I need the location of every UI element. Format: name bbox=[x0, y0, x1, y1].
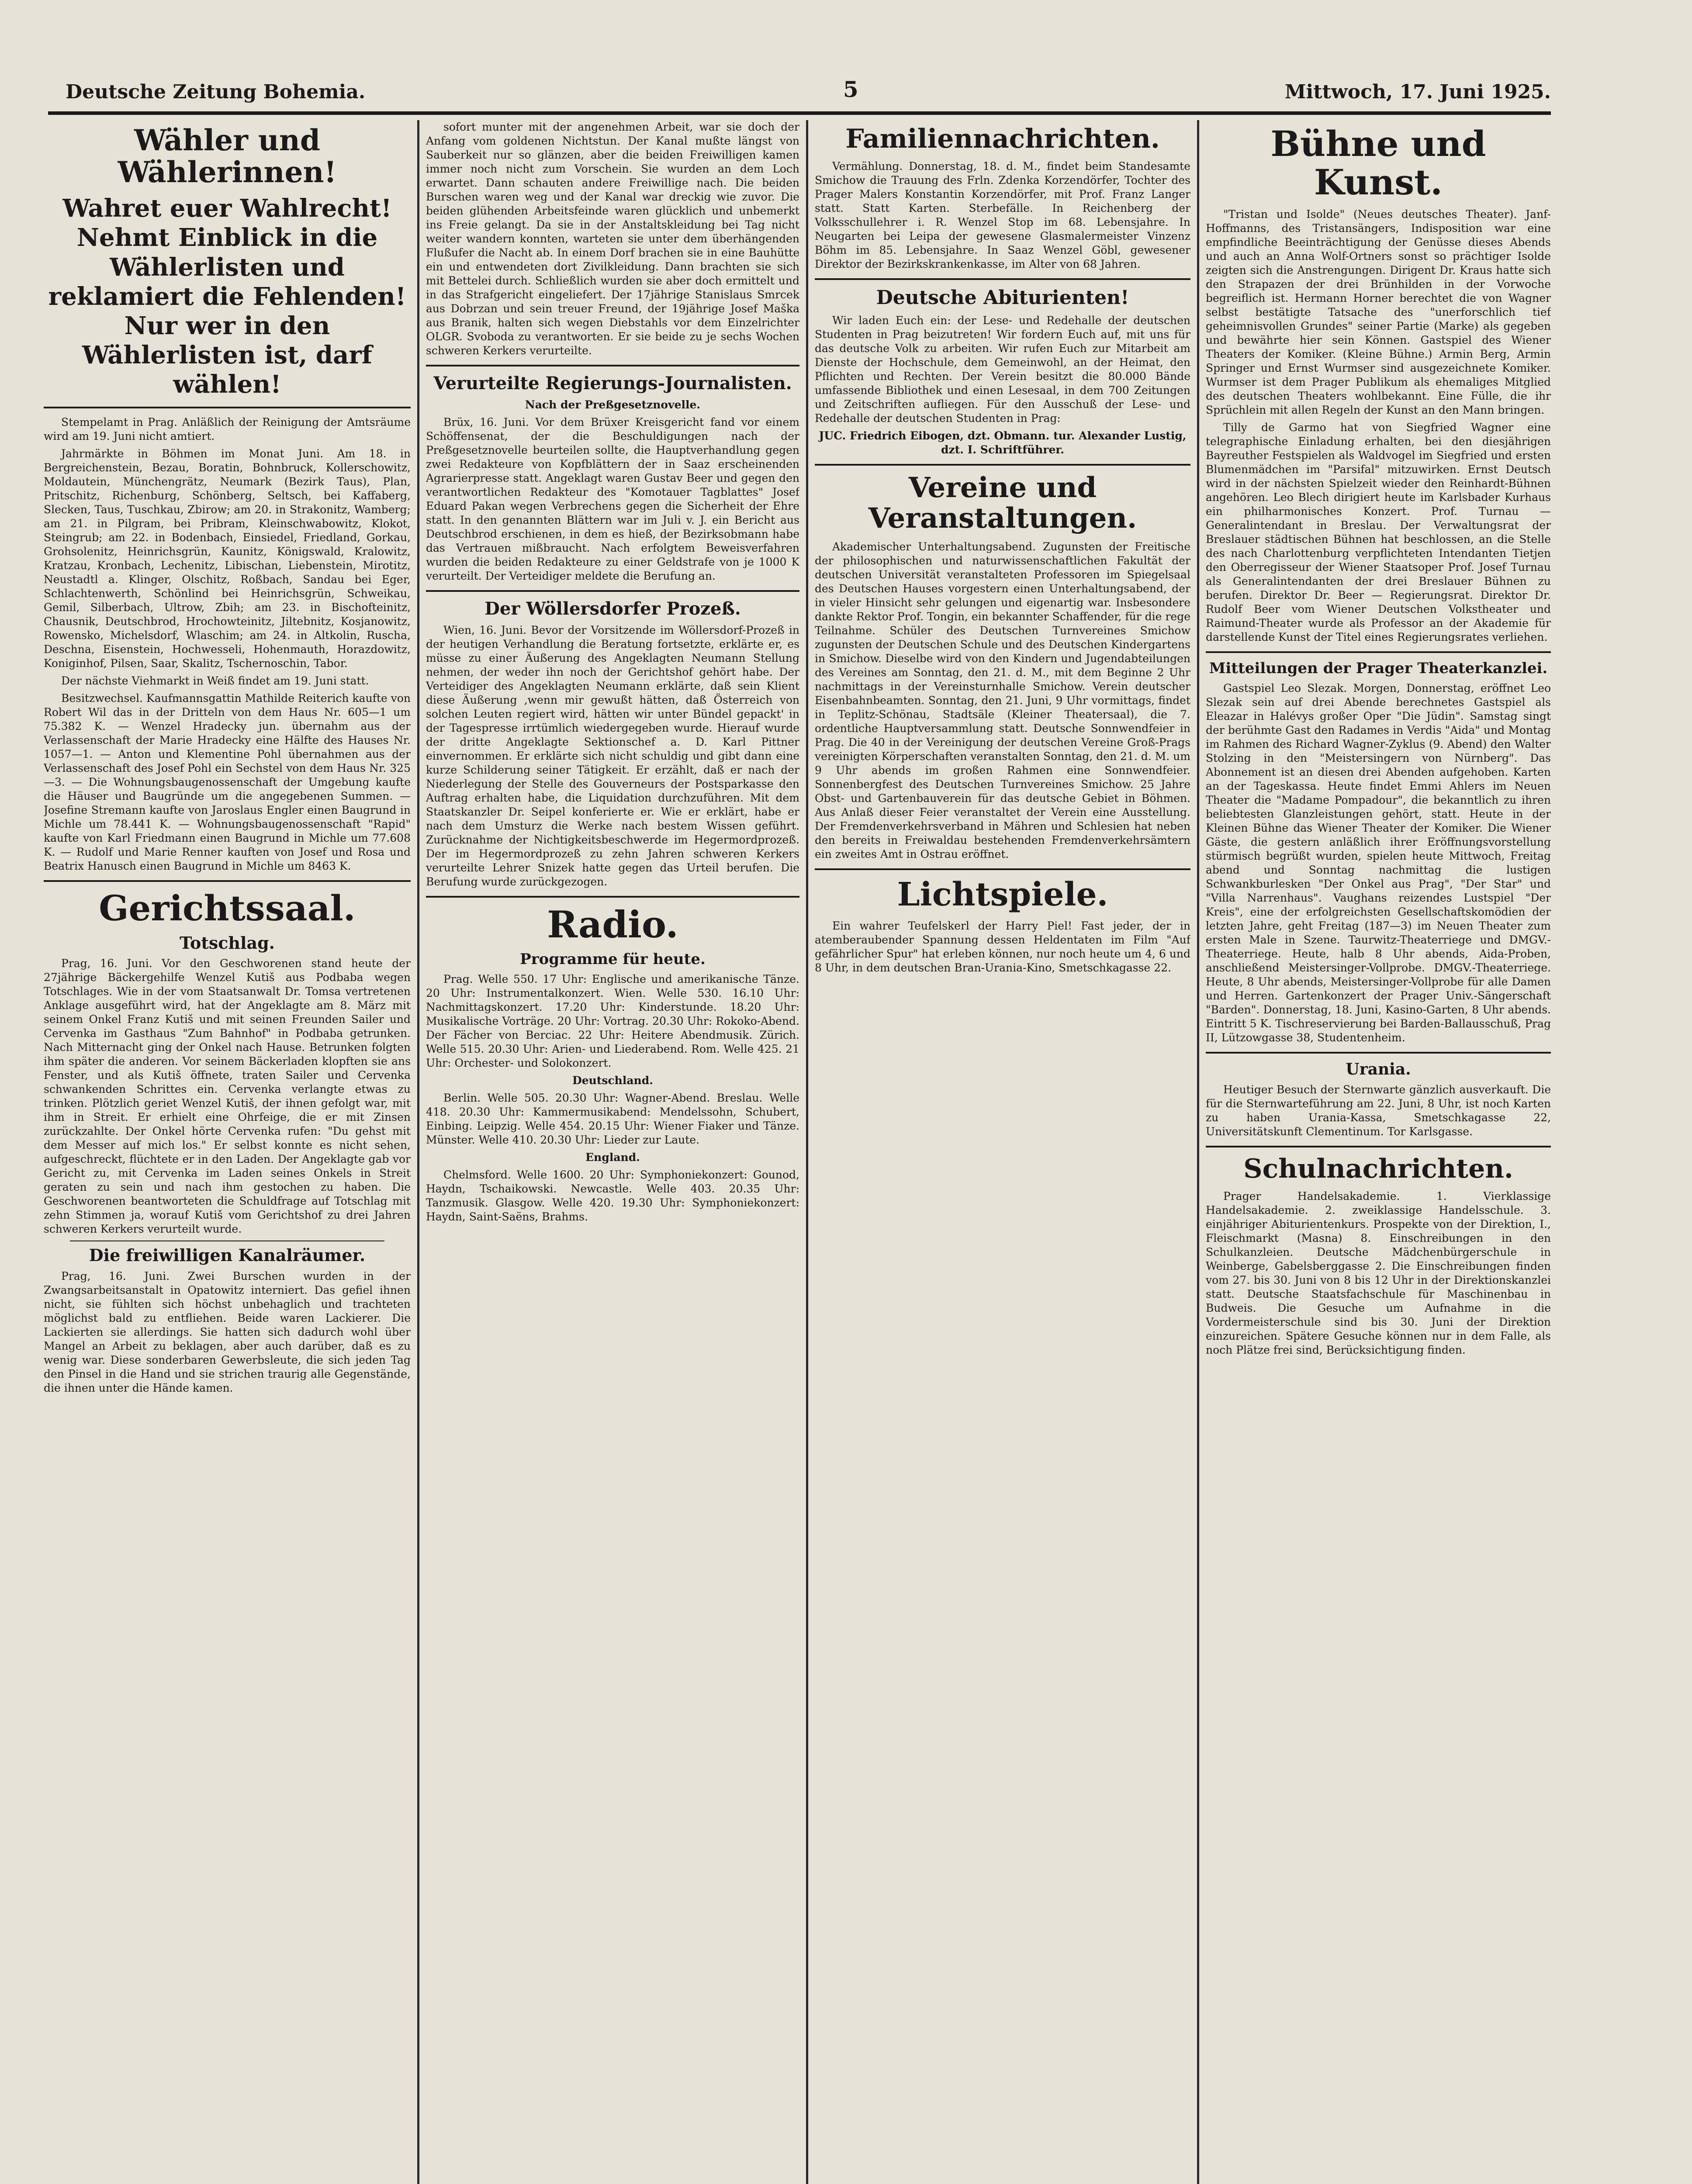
abiturients-signature: JUC. Friedrich Eibogen, dzt. Obmann. tur. Alexander Lustig, dzt. I. Schriftführer. bbox=[819, 429, 1187, 456]
court-section-title: Gerichtssaal. bbox=[99, 887, 356, 929]
column-1 bbox=[44, 120, 411, 2184]
paper-name: Deutsche Zeitung Bohemia. bbox=[66, 81, 366, 103]
cattle-market-notice: Der nächste Viehmarkt in Weiß findet am 19. Juni statt. bbox=[61, 674, 369, 687]
radio-subtitle: Programme für heute. bbox=[520, 950, 706, 968]
divider bbox=[44, 407, 411, 408]
events-text: Akademischer Unterhaltungsabend. Zugunsten der Freitische der philosophischen und naturwissenschaftlichen Fakultät der deutschen Universität veranstalteten Professoren im Spiegelsaal des Deutschen Hauses vorgestern einen Unterhaltungsabend, der in vieler Hinsicht sehr gelungen und eigenartig war. Insbesondere dankte Rektor Prof. Tongin, ein bekannter Schaffender, für die rege Teilnahme. Schüler des Deutschen Turnvereines Smichow zugunsten der Deutschen Schule und des Deutschen Kindergartens in Smichow. Dieselbe wird von den Kindern und Jugendabteilungen des Vereines am Sonntag, den 21. d. M., mit dem Beginne 2 Uhr nachmittags in der Vereinsturnhalle Smichow. Verein deutscher Eisenbahnbeamten. Sonntag, den 21. Juni, 9 Uhr vormittags, findet in Teplitz-Schönau, Stadtsäle (Kleiner Theatersaal), die 7. ordentliche Hauptversammlung statt. Deutsche Sonnwendfeier in Prag. Die 40 in der Vereinigung der deutschen Vereine Groß-Prags vereinigten Körperschaften veranstalten Sonntag, den 21. d. M. um 9 Uhr abends im großen Rahmen eine Sonnwendfeier. Sonnenbergfest des Deutschen Turnvereines Smichow. 25 Jahre Obst- und Gartenbauverein für das deutsche Gebiet in Böhmen. Aus Anlaß dieser Feier veranstaltet der Verein eine Ausstellung. Der Fremdenverkehrsverband in Mähren und Schlesien hat neben den bereits in Freiwaldau bestehenden Fremdenverkehrsämtern ein zweites Amt in Ostrau eröffnet. bbox=[815, 540, 1190, 861]
court-article-text: Prag, 16. Juni. Vor den Geschworenen stand heute der 27jährige Bäckergehilfe Wenzel Kutiš aus Podbaba wegen Totschlages. Wie in der vom Staatsanwalt Dr. Tomsa vertretenen Anklage ausgeführt wird, hat der Angeklagte am 8. März mit seinem Onkel Franz Kutiš und mit seinen Freunden Sailer und Cervenka im Gasthaus "Zum Bahnhof" in Podbaba getrunken. Nach Mitternacht ging der Onkel nach Hause. Betrunken folgten ihm später die anderen. Vor seinem Bäckerladen klopften sie ans Fenster, und als Kutiš öffnete, traten Sailer und Cervenka schwankenden Schrittes ein. Cervenka verlangte etwas zu trinken. Plötzlich geriet Wenzel Kutiš, der ihnen gefolgt war, mit ihm in Streit. Er erhielt eine Ohrfeige, die er mit Zinsen zurückzahlte. Der Onkel hörte Cervenka rufen: "Du gehst mit dem Messer auf mich los." Er selbst konnte es nicht sehen, aufgeschreckt, flüchtete er in den Laden. Der Angeklagte gab vor Gericht zu, mit Cervenka im Laden seines Onkels in Streit geraten zu sein und nach ihm gestochen zu haben. Die Geschworenen beantworteten die Schuldfrage auf Totschlag mit zehn Stimmen ja, worauf Kutiš vom Gerichtshof zu drei Jahren schweren Kerkers verurteilt wurde. bbox=[44, 957, 411, 1236]
school-news-text: Prager Handelsakademie. 1. Vierklassige Handelsakademie. 2. zweiklassige Handelsschule. 3. einjähriger Abiturientenkurs. Prospekte von der Direktion, I., Fleischmarkt (Masna) 8. Einschreibungen in den Schulkanzleien. Deutsche Mädchenbürgerschule in Weinberge, Gabelsberggasse 2. Die Einschreibungen finden vom 27. bis 30. Juni von 8 bis 12 Uhr in der Direktionskanzlei statt. Deutsche Staatsfachschule für Maschinenbau in Budweis. Die Gesuche um Aufnahme in die Vordermeisterschule sind bis 30. Juni der Direktion einzureichen. Spätere Gesuche können nur in dem Falle, als noch Plätze frei sind, Berücksichtigung finden. bbox=[1206, 1190, 1551, 1357]
radio-germany-heading: Deutschland. bbox=[572, 1074, 653, 1087]
wollersdorf-article-title: Der Wöllersdorfer Prozeß. bbox=[484, 598, 741, 619]
stage-art-title: Bühne und Kunst. bbox=[1270, 123, 1486, 203]
canal-article-continued: sofort munter mit der angenehmen Arbeit, war sie doch der Anfang vom goldenen Nichtstun. Der Kanal mußte längst von Sauberkeit nur so glänzen, aber die beiden Freiwilligen kamen immer noch nicht zum Vorschein. Sie wurden an dem Loch erwartet. Dann schauten andere Freiwillige nach. Die beiden Burschen waren weg und der Kanal war dreckig wie zuvor. Die beiden glühenden Arbeitsfeinde waren glücklich und unbemerkt ins Freie gelangt. Da sie in der Anstaltskleidung bei Tag nicht weiter wandern konnten, warteten sie unter dem überhängenden Flußufer die Nacht ab. In einem Dorf brachen sie in eine Bauhütte ein und entwendeten dort Zivilkleidung. Dann brachten sie sich mit Bettelei durch. Schließlich wurden sie aber doch ermittelt und in das Strafgericht eingeliefert. Der 17jährige Stanislaus Smrcek aus Dobrzan und sein treuer Freund, der 19jährige Josef Maška aus Branik, halten sich wegen Diebstahls vor dem Einzelrichter OLGR. Svoboda zu verantworten. Er sie beide zu je sechs Wochen schweren Kerkers verurteilte. bbox=[426, 121, 799, 357]
column-rule-2 bbox=[806, 120, 808, 2184]
school-news-title: Schulnachrichten. bbox=[1243, 1154, 1513, 1185]
column-rule-3 bbox=[1197, 120, 1199, 2184]
divider bbox=[815, 278, 1190, 280]
divider bbox=[426, 365, 799, 366]
abiturients-text: Wir laden Euch ein: der Lese- und Redehalle der deutschen Studenten in Prag beizutreten! Wir fordern Euch auf, mit uns für das deutsche Volk zu arbeiten. Wir rufen Euch zur Mitarbeit am Dienste der Hochschule, dem Gemeinwohl, an der Heimat, den Pflichten und Rechten. Der Verein besitzt die 80.000 Bände umfassende Bibliothek und einen Lesesaal, in dem 700 Zeitungen und Zeitschriften aufliegen. Für den Ausschuß der Lese- und Redehalle der deutschen Studenten in Prag: bbox=[815, 314, 1190, 425]
stamp-office-notice: Stempelamt in Prag. Anläßlich der Reinigung der Amtsräume wird am 19. Juni nicht amtiert. bbox=[44, 415, 411, 442]
column-rule-1 bbox=[417, 120, 419, 2184]
radio-germany-text: Berlin. Welle 505. 20.30 Uhr: Wagner-Abend. Breslau. Welle 418. 20.30 Uhr: Kammermusikabend: Mendelssohn, Schubert, Einbing. Leipzig. Welle 454. 20.15 Uhr: Wiener Fiaker und Tänze. Münster. Welle 410. 20.30 Uhr: Lieder zur Laute. bbox=[426, 1092, 799, 1147]
radio-england-text: Chelmsford. Welle 1600. 20 Uhr: Symphoniekonzert: Gounod, Haydn, Tschaikowski. Newcastle. Welle 403. 20.35 Uhr: Tanzmusik. Glasgow. Welle 420. 19.30 Uhr: Symphoniekonzert: Haydn, Saint-Saëns, Brahms. bbox=[426, 1168, 799, 1223]
column-2 bbox=[426, 120, 799, 2184]
family-news-title: Familiennachrichten. bbox=[845, 124, 1160, 154]
divider bbox=[815, 868, 1190, 870]
divider bbox=[1206, 1052, 1551, 1054]
column-4 bbox=[1206, 120, 1551, 2184]
page-header bbox=[48, 76, 1551, 107]
stage-art-text: "Tristan und Isolde" (Neues deutsches Theater). Janf-Hoffmanns, des Tristansängers, Indisposition war eine empfindliche Beeinträchtigung der Genüsse dieses Abends und auch an Anna Wolf-Ortners sonst so prächtiger Isolde zeigten sich die Anstrengungen. Dirigent Dr. Kraus hatte sich den Strapazen der drei Brünhilden in der Vorwoche begreiflich ist. Hermann Horner berechtet die von Wagner selbst bestätigte Tatsache des "unerforschlich tief geheimnisvollen Grundes" seiner Partie (Marke) als gegeben und bewährte hier sein Können. Gastspiel des Wiener Theaters der Komiker. (Kleine Bühne.) Armin Berg, Armin Springer und Ernst Wurmser sind ausgezeichnete Komiker. Wurmser ist dem Prager Publikum als ehemaliges Mitglied des deutschen Theaters wohlbekannt. Eine Fülle, die ihr Sprüchlein mit allen Regeln der Kunst an den Mann bringen. bbox=[1206, 208, 1551, 416]
cinema-section-title: Lichtspiele. bbox=[897, 876, 1108, 914]
prague-theater-title: Mitteilungen der Prager Theaterkanzlei. bbox=[1209, 660, 1548, 677]
header-rule bbox=[48, 111, 1551, 115]
column-3 bbox=[815, 120, 1190, 2184]
divider bbox=[426, 896, 799, 898]
issue-date: Mittwoch, 17. Juni 1925. bbox=[1284, 81, 1551, 103]
urania-title: Urania. bbox=[1346, 1060, 1411, 1079]
divider bbox=[1206, 1146, 1551, 1147]
divider bbox=[44, 880, 411, 882]
cinema-text: Ein wahrer Teufelskerl der Harry Piel! Fast jeder, der in atemberaubender Spannung dessen Heldentaten im Film "Auf gefährlicher Spur" hat erleben können, nur noch heute um 4, 6 und 8 Uhr, in dem deutschen Bran-Urania-Kino, Smetschkagasse 22. bbox=[815, 919, 1190, 974]
urania-text: Heutiger Besuch der Sternwarte gänzlich ausverkauft. Die für die Sternwarteführung am 22. Juni, 8 Uhr, ist noch Karten zu haben Urania-Kassa, Smetschkagasse 22, Universitätskunft Clementinum. Tor Karlsgasse. bbox=[1206, 1083, 1551, 1138]
divider bbox=[426, 590, 799, 592]
radio-section-title: Radio. bbox=[547, 903, 678, 946]
radio-england-heading: England. bbox=[585, 1151, 640, 1164]
radio-programme-text: Prag. Welle 550. 17 Uhr: Englische und amerikanische Tänze. 20 Uhr: Instrumentalkonzert. Wien. Welle 530. 16.10 Uhr: Nachmittagskonzert. 17.20 Uhr: Kinderstunde. 18.20 Uhr: Musikalische Vorträge. 20 Uhr: Vortrag. 20.30 Uhr: Rokoko-Abend. Der Fächer von Berciac. 22 Uhr: Heitere Abendmusik. Zürich. Welle 515. 20.30 Uhr: Arien- und Liederabend. Rom. Welle 425. 21 Uhr: Orchester- und Solokonzert. bbox=[426, 973, 799, 1070]
journalists-article-subtitle: Nach der Preßgesetznovelle. bbox=[525, 398, 701, 411]
voters-lead: Wahret euer Wahlrecht! Nehmt Einblick in die Wählerlisten und reklamiert die Fehlenden! Nur wer in den Wählerlisten ist, darf wählen! bbox=[48, 194, 406, 399]
fairs-notice: Jahrmärkte in Böhmen im Monat Juni. Am 18. in Bergreichenstein, Bezau, Boratin, Bohnbruck, Kollerschowitz, Moldautein, Münchengrätz, Neumark (Bezirk Taus), Plan, Pritschitz, Richenburg, Schönberg, Seltsch, bei Kaffaberg, Slecken, Taus, Tuschkau, Zbirow; am 20. in Strakonitz, Wamberg; am 21. in Pilgram, bei Pribram, Kleinschwabowitz, Klokot, Steingrub; am 22. in Bodenbach, Einsiedel, Friedland, Gorkau, Grohsolenitz, Heinrichsgrün, Kaunitz, Königswald, Kralowitz, Kratzau, Kronbach, Lechenitz, Libischan, Liebenstein, Mirotitz, Neustadtl a. Klinger, Olschitz, Roßbach, Sandau bei Eger, Schlachtenwerth, Schönlind bei Heinrichsgrün, Schweikau, Gemil, Silberbach, Ultrow, Zbih; am 23. in Bischofteinitz, Chausnik, Deutschbrod, Hrochowteinitz, Jiltebnitz, Kosjanowitz, Rowensko, Michelsdorf, Wlaschim; am 24. in Altkolin, Ruscha, Deschna, Eisenstein, Hochwesseli, Hohenmauth, Horazdowitz, Koniginhof, Pilsen, Saar, Skalitz, Tschernoschin, Tabor. bbox=[44, 447, 411, 670]
canal-article-text: Prag, 16. Juni. Zwei Burschen wurden in der Zwangsarbeitsanstalt in Opatowitz interniert. Das gefiel ihnen nicht, sie fühlten sich höchst unbehaglich und trachteten möglichst bald zu entfliehen. Beide waren Lackierer. Die Lackierten sie allerdings. Sie hatten sich dadurch wohl über Mangel an Arbeit zu beklagen, aber auch darüber, daß es zu wenig war. Diese sonderbaren Gewerbsleute, die sich jeden Tag den Pinsel in die Hand und sie strichen traurig alle Gegenstände, die ihnen unter die Hände kamen. bbox=[44, 1269, 411, 1394]
family-news-text: Vermählung. Donnerstag, 18. d. M., findet beim Standesamte Smichow die Trauung des Frln. Zdenka Korzendörfer, Tochter des Prager Malers Konstantin Korzendörfer, mit Prof. Franz Langer statt. Statt Karten. Sterbefälle. In Reichenberg der Volksschullehrer i. R. Wenzel Stop im 68. Lebensjahre. In Neugarten bei Leipa der gewesene Glasmalermeister Vinzenz Böhm im 85. Lebensjahre. In Saaz Wenzel Göbl, gewesener Direktor der Bezirkskrankenkasse, im Alter von 68 Jahren. bbox=[815, 160, 1190, 270]
wollersdorf-article-text: Wien, 16. Juni. Bevor der Vorsitzende im Wöllersdorf-Prozeß in der heutigen Verhandlung die Beratung fortsetzte, erklärte er, es müsse zu einer Äußerung des Angeklagten Neumann Stellung nehmen, der weder ihn noch der Gerichtshof gehört habe. Der Verteidiger des Angeklagten Neumann erklärte, daß sein Klient diese Äußerung ,wenn mir gewußt hätten, daß Österreich von solchen Leuten regiert wird, hätten wir unter Bündel gepackt' in der Tagespresse irrtümlich wiedergegeben wurde. Hierauf wurde der dritte Angeklagte Sektionschef a. D. Karl Pittner einvernommen. Er erklärte sich nicht schuldig und gibt dann eine kurze Schilderung seiner Tätigkeit. Er erzählt, daß er nach der Niederlegung der Stelle des Gouverneurs der Postsparkasse den Auftrag erhalten habe, die Liquidation durchzuführen. Mit dem Staatskanzler Dr. Seipel konferierte er. Wie er erklärt, habe er nach dem Umsturz die Werke nach bestem Wissen geführt. Zurücknahme der Nichtigkeitsbeschwerde im Hegermordprozeß. Der im Hegermordprozeß zu zehn Jahren schweren Kerkers verurteilte Lehrer Snizek hatte gegen das Urteil berufen. Die Berufung wurde zurückgezogen. bbox=[426, 624, 799, 888]
voters-headline: Wähler und Wählerinnen! bbox=[118, 123, 337, 189]
divider bbox=[1206, 651, 1551, 653]
journalists-article-text: Brüx, 16. Juni. Vor dem Brüxer Kreisgericht fand vor einem Schöffensenat, der die Beschuldigungen nach der Preßgesetznovelle beurteilen sollte, die Hauptverhandlung gegen zwei Redakteure von Kopfblättern der in Saaz erscheinenden Agrarierpresse statt. Angeklagt waren Gustav Beer und gegen den verantwortlichen Redakteur des "Komotauer Tagblattes" Josef Eduard Pakan wegen Verbrechens gegen die Sicherheit der Ehre statt. In den genannten Blättern war im Juli v. J. ein Bericht aus Deutschbrod erschienen, in dem es hieß, der Bezirksobmann habe das Vertrauen mißbraucht. Nach erfolgtem Beweisverfahren wurden die beiden Redakteure zu einer Geldstrafe von je 1000 K verurteilt. Der Verteidiger meldete die Berufung an. bbox=[426, 416, 799, 582]
property-transfers: Besitzwechsel. Kaufmannsgattin Mathilde Reiterich kaufte von Robert Wil das in der Dritteln von dem Haus Nr. 605—1 um 75.382 K. — Wenzel Hradecky jun. übernahm aus der Verlassenschaft der Marie Hradecky eine Hälfte des Hauses Nr. 1057—1. — Anton und Klementine Pohl übernahmen aus der Verlassenschaft des Josef Pohl ein Sechstel von dem Haus Nr. 325—3. — Die Wohnungsbaugenossenschaft der Umgebung kaufte die Häuser und Baugründe um die angegebenen Summen. — Josefine Stremann kaufte von Jaroslaus Engler einen Baugrund in Michle um 78.441 K. — Wohnungsbaugenossenschaft "Rapid" kaufte von Karl Friedmann einen Baugrund in Michle um 77.608 K. — Rudolf und Marie Renner kauften von Josef und Rosa und Beatrix Hanusch einen Baugrund in Michle um 8463 K. bbox=[44, 691, 411, 872]
divider bbox=[815, 464, 1190, 466]
journalists-article-title: Verurteilte Regierungs-Journalisten. bbox=[433, 373, 792, 394]
page-number: 5 bbox=[843, 76, 858, 102]
stage-art-text-2: Tilly de Garmo hat von Siegfried Wagner eine telegraphische Einladung erhalten, bei den diesjährigen Bayreuther Festspielen als Waldvogel im Siegfried und ersten Blumenmädchen im "Parsifal" mitzuwirken. Ernst Deutsch wird in der nächsten Spielzeit wieder den Reinhardt-Bühnen angehören. Leo Blech dirigiert heute im Karlsbader Kurhaus ein philharmonisches Konzert. Prof. Turnau — Generalintendant in Breslau. Der Verwaltungsrat der Breslauer städtischen Bühnen hat beschlossen, an die Stelle des nach Charlottenburg verpflichteten Intendanten Tietjen den Oberregisseur der Wiener Staatsoper Prof. Josef Turnau als Generalintendanten der drei Breslauer Bühnen zu berufen. Direktor Dr. Beer — Regierungsrat. Direktor Dr. Rudolf Beer vom Wiener Deutschen Volkstheater und Raimund-Theater wurde als Professor an der Akademie für darstellende Kunst der Titel eines Regierungsrates verliehen. bbox=[1206, 421, 1551, 643]
events-section-title: Vereine und Veranstaltungen. bbox=[868, 471, 1137, 535]
abiturients-title: Deutsche Abiturienten! bbox=[876, 287, 1129, 309]
prague-theater-text: Gastspiel Leo Slezak. Morgen, Donnerstag, eröffnet Leo Slezak sein auf drei Abende berechnetes Gastspiel als Eleazar in Halévys großer Oper "Die Jüdin". Samstag singt der berühmte Gast den Radames in Verdis "Aida" und Montag im Rahmen des Richard Wagner-Zyklus (9. Abend) den Walter Stolzing in den "Meistersingern von Nürnberg". Das Abonnement ist an diesen drei Abenden aufgehoben. Karten an der Tageskassa. Heute findet Emmi Ahlers im Neuen Theater die "Madame Pompadour", die bekanntlich zu ihren beliebtesten Glanzleistungen gehört, statt. Heute in der Kleinen Bühne das Wiener Theater der Komiker. Die Wiener Gäste, die gestern anläßlich ihrer Eröffnungsvorstellung stürmisch begrüßt wurden, spielen heute Mittwoch, Freitag abend und Sonntag nachmittag die lustigen Schwankburlesken "Der Onkel aus Prag", "Der Star" und "Villa Narrenhaus". Vaughans reizendes Lustspiel "Der Kreis", eine der erfolgreichsten Gesellschaftskomödien der letzten Jahre, geht Freitag (187—3) im Neuen Theater zum ersten Male in Szene. Taurwitz-Theaterriege und DMGV.-Theaterriege. Heute, halb 8 Uhr abends, Aida-Proben, anschließend Meistersinger-Vollprobe. DMGV.-Theaterriege. Heute, 8 Uhr abends, Meistersinger-Vollprobe für alle Damen und Herren. Gartenkonzert der Prager Univ.-Sängerschaft "Barden". Donnerstag, 18. Juni, Kasino-Garten, 8 Uhr abends. Eintritt 5 K. Tischreservierung bei Barden-Ballausschuß, Prag II, Lützowgasse 38, Studentenheim. bbox=[1206, 682, 1551, 1044]
court-article-title: Totschlag. bbox=[180, 933, 275, 953]
canal-article-title: Die freiwilligen Kanalräumer. bbox=[89, 1245, 366, 1265]
